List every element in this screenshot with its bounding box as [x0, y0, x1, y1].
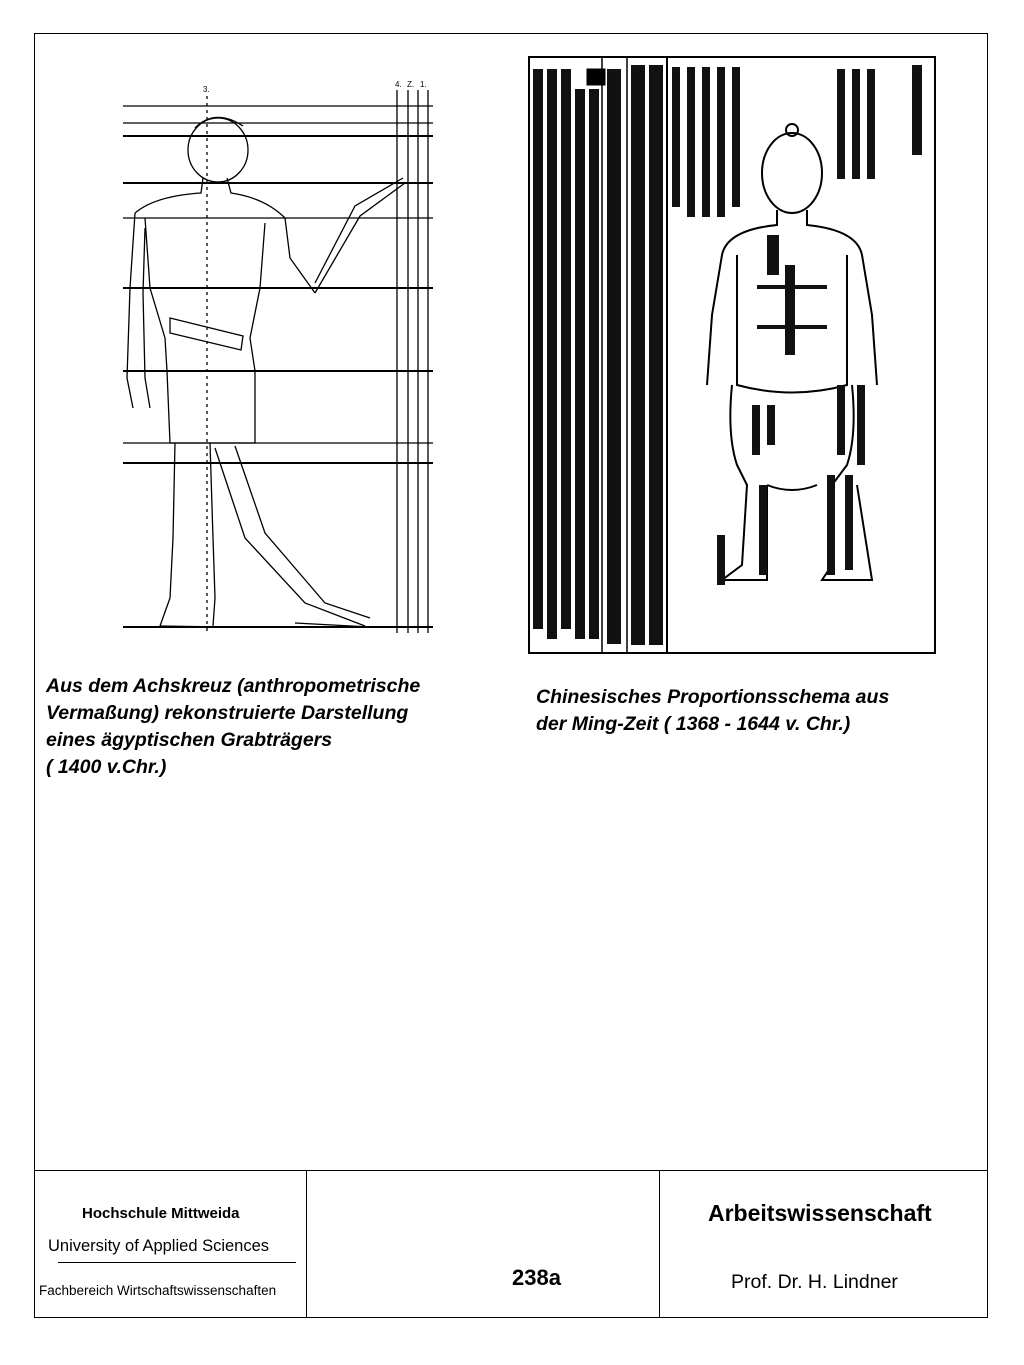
caption-line: eines ägyptischen Grabträgers	[46, 729, 333, 751]
caption-line: der Ming-Zeit ( 1368 - 1644 v. Chr.)	[536, 713, 851, 735]
footer-divider	[659, 1170, 660, 1318]
author-name: Prof. Dr. H. Lindner	[731, 1271, 898, 1293]
university-name: University of Applied Sciences	[48, 1237, 270, 1255]
school-name: Hochschule Mittweida	[82, 1205, 240, 1222]
subject-title: Arbeitswissenschaft	[708, 1200, 932, 1226]
axis-label: 3.	[203, 85, 210, 94]
caption-chinese-schema	[536, 684, 976, 738]
department-name: Fachbereich Wirtschaftswissenschaften	[39, 1283, 277, 1298]
footer-divider	[306, 1170, 307, 1318]
page-number: 238a	[512, 1265, 561, 1290]
caption-line: Aus dem Achskreuz (anthropometrische	[46, 675, 421, 697]
caption-line: ( 1400 v.Chr.)	[46, 756, 167, 778]
axis-label: 4.	[395, 80, 402, 89]
axis-label: Z.	[407, 80, 415, 89]
chinese-proportion-chart-illustration	[527, 55, 937, 655]
divider	[58, 1262, 296, 1263]
caption-egyptian-figure	[46, 673, 506, 781]
axis-label: 1.	[420, 80, 427, 89]
caption-line: Chinesisches Proportionsschema aus	[536, 686, 890, 708]
egyptian-figure-illustration	[115, 78, 440, 643]
caption-line: Vermaßung) rekonstruierte Darstellung	[46, 702, 409, 724]
